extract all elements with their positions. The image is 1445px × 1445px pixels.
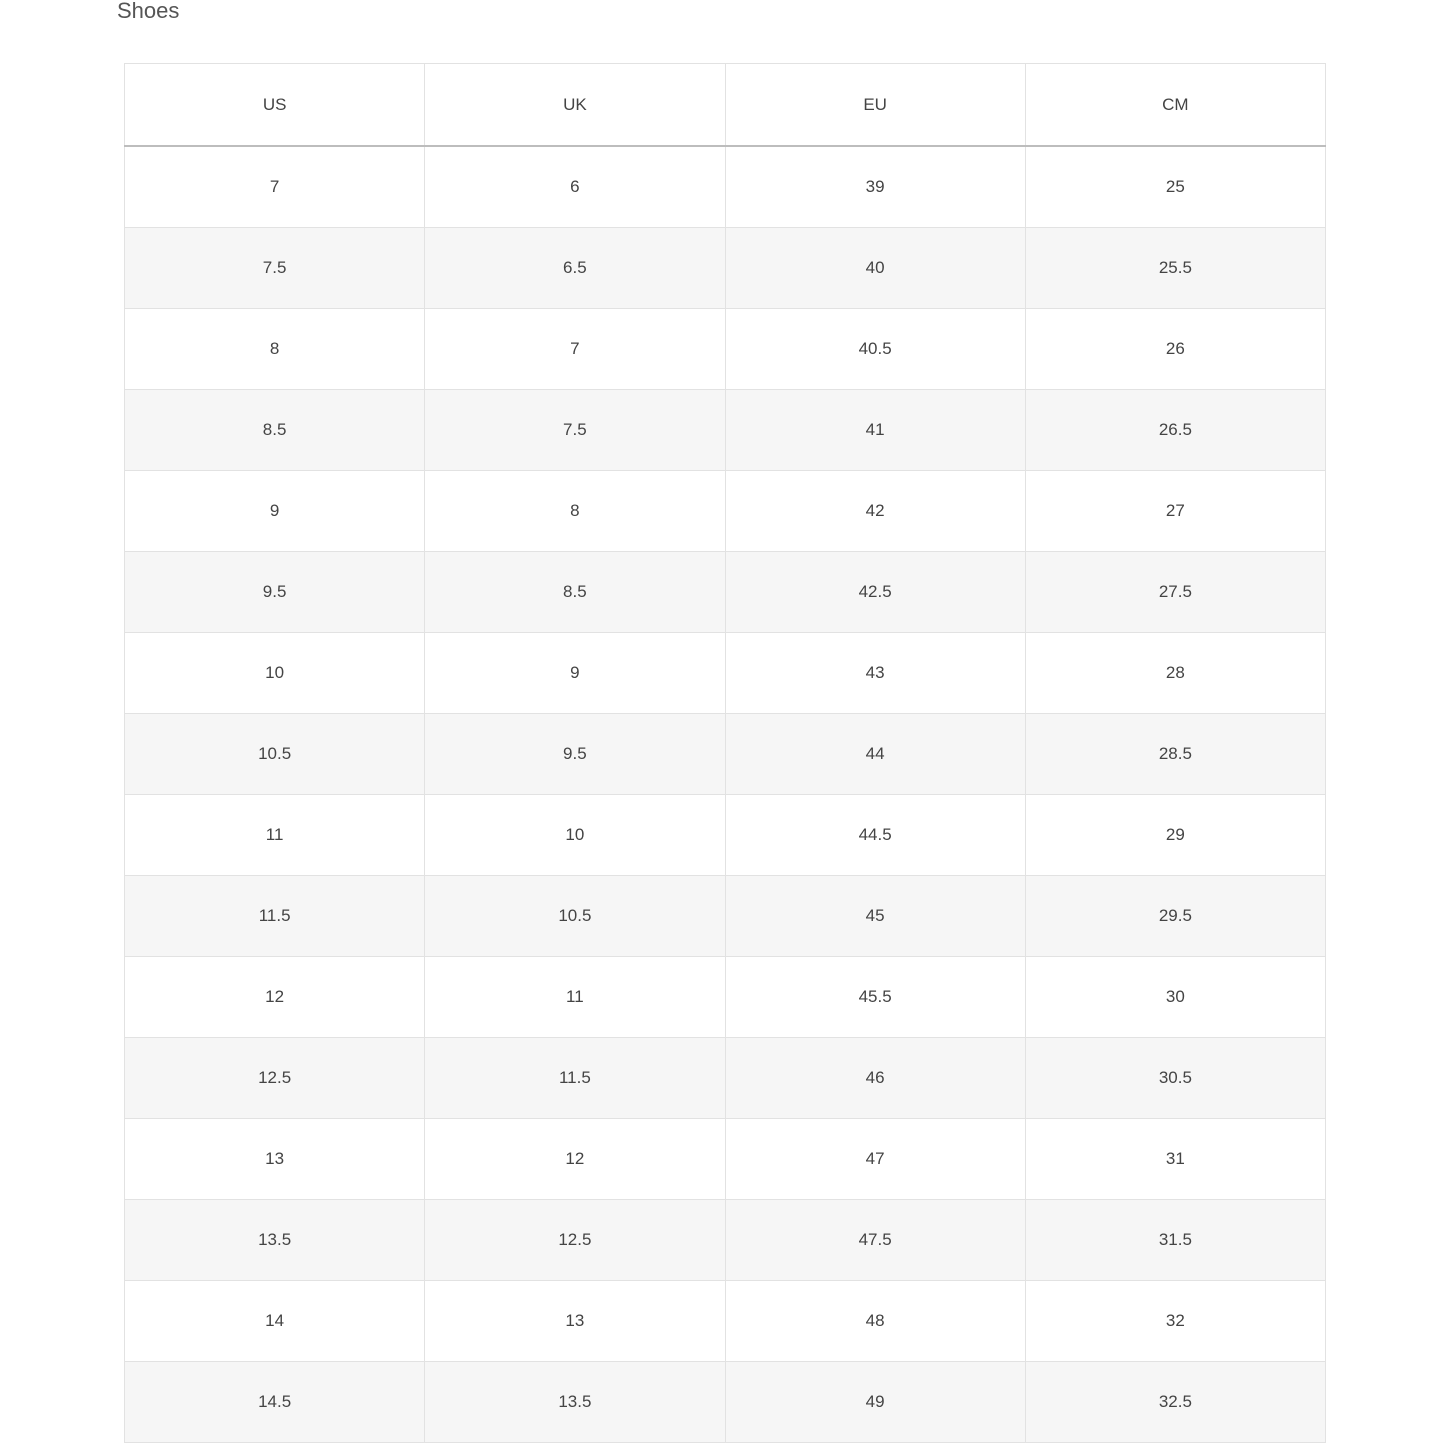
cell-us: 9 bbox=[125, 471, 425, 552]
cell-us: 12.5 bbox=[125, 1038, 425, 1119]
table-row bbox=[125, 552, 1326, 633]
cell-uk: 13 bbox=[425, 1281, 725, 1362]
cell-us: 10.5 bbox=[125, 714, 425, 795]
column-header-cm: CM bbox=[1025, 64, 1325, 147]
table-row bbox=[125, 795, 1326, 876]
table-body bbox=[125, 146, 1326, 1443]
cell-uk: 12.5 bbox=[425, 1200, 725, 1281]
cell-eu: 45 bbox=[725, 876, 1025, 957]
cell-us: 7.5 bbox=[125, 228, 425, 309]
cell-eu: 42.5 bbox=[725, 552, 1025, 633]
cell-uk: 8 bbox=[425, 471, 725, 552]
column-header-uk: UK bbox=[425, 64, 725, 147]
cell-cm: 27.5 bbox=[1025, 552, 1325, 633]
cell-eu: 49 bbox=[725, 1362, 1025, 1443]
cell-eu: 40.5 bbox=[725, 309, 1025, 390]
cell-cm: 31.5 bbox=[1025, 1200, 1325, 1281]
cell-uk: 12 bbox=[425, 1119, 725, 1200]
cell-cm: 31 bbox=[1025, 1119, 1325, 1200]
cell-uk: 11.5 bbox=[425, 1038, 725, 1119]
cell-uk: 11 bbox=[425, 957, 725, 1038]
table-row bbox=[125, 1281, 1326, 1362]
column-header-us: US bbox=[125, 64, 425, 147]
table-row bbox=[125, 633, 1326, 714]
table-row bbox=[125, 1038, 1326, 1119]
table-row bbox=[125, 876, 1326, 957]
table-row bbox=[125, 1119, 1326, 1200]
cell-eu: 47.5 bbox=[725, 1200, 1025, 1281]
cell-us: 10 bbox=[125, 633, 425, 714]
cell-us: 13 bbox=[125, 1119, 425, 1200]
section-title: Shoes bbox=[117, 0, 180, 23]
cell-us: 11 bbox=[125, 795, 425, 876]
table-row bbox=[125, 957, 1326, 1038]
cell-uk: 9 bbox=[425, 633, 725, 714]
cell-eu: 44 bbox=[725, 714, 1025, 795]
table-row bbox=[125, 390, 1326, 471]
cell-us: 13.5 bbox=[125, 1200, 425, 1281]
table-header bbox=[125, 64, 1326, 147]
cell-us: 8.5 bbox=[125, 390, 425, 471]
cell-cm: 29 bbox=[1025, 795, 1325, 876]
cell-uk: 10.5 bbox=[425, 876, 725, 957]
cell-us: 7 bbox=[125, 146, 425, 228]
cell-uk: 10 bbox=[425, 795, 725, 876]
cell-cm: 28.5 bbox=[1025, 714, 1325, 795]
cell-cm: 28 bbox=[1025, 633, 1325, 714]
cell-cm: 32.5 bbox=[1025, 1362, 1325, 1443]
cell-eu: 40 bbox=[725, 228, 1025, 309]
table-row bbox=[125, 1200, 1326, 1281]
table-row bbox=[125, 309, 1326, 390]
cell-cm: 29.5 bbox=[1025, 876, 1325, 957]
cell-uk: 13.5 bbox=[425, 1362, 725, 1443]
cell-cm: 25 bbox=[1025, 146, 1325, 228]
cell-uk: 6.5 bbox=[425, 228, 725, 309]
cell-eu: 43 bbox=[725, 633, 1025, 714]
cell-uk: 6 bbox=[425, 146, 725, 228]
cell-cm: 27 bbox=[1025, 471, 1325, 552]
table-row bbox=[125, 471, 1326, 552]
table-row bbox=[125, 1362, 1326, 1443]
cell-uk: 7.5 bbox=[425, 390, 725, 471]
column-header-eu: EU bbox=[725, 64, 1025, 147]
cell-eu: 41 bbox=[725, 390, 1025, 471]
cell-cm: 26.5 bbox=[1025, 390, 1325, 471]
cell-uk: 8.5 bbox=[425, 552, 725, 633]
cell-eu: 42 bbox=[725, 471, 1025, 552]
cell-eu: 48 bbox=[725, 1281, 1025, 1362]
cell-eu: 44.5 bbox=[725, 795, 1025, 876]
shoe-size-table bbox=[124, 63, 1326, 1443]
cell-cm: 30 bbox=[1025, 957, 1325, 1038]
cell-eu: 45.5 bbox=[725, 957, 1025, 1038]
cell-cm: 32 bbox=[1025, 1281, 1325, 1362]
header-row bbox=[125, 64, 1326, 147]
cell-us: 9.5 bbox=[125, 552, 425, 633]
table-row bbox=[125, 228, 1326, 309]
table-row bbox=[125, 146, 1326, 228]
cell-cm: 25.5 bbox=[1025, 228, 1325, 309]
table-row bbox=[125, 714, 1326, 795]
cell-cm: 30.5 bbox=[1025, 1038, 1325, 1119]
cell-cm: 26 bbox=[1025, 309, 1325, 390]
cell-us: 14.5 bbox=[125, 1362, 425, 1443]
cell-us: 12 bbox=[125, 957, 425, 1038]
cell-eu: 47 bbox=[725, 1119, 1025, 1200]
cell-uk: 7 bbox=[425, 309, 725, 390]
cell-eu: 39 bbox=[725, 146, 1025, 228]
cell-eu: 46 bbox=[725, 1038, 1025, 1119]
cell-us: 11.5 bbox=[125, 876, 425, 957]
cell-uk: 9.5 bbox=[425, 714, 725, 795]
cell-us: 8 bbox=[125, 309, 425, 390]
cell-us: 14 bbox=[125, 1281, 425, 1362]
